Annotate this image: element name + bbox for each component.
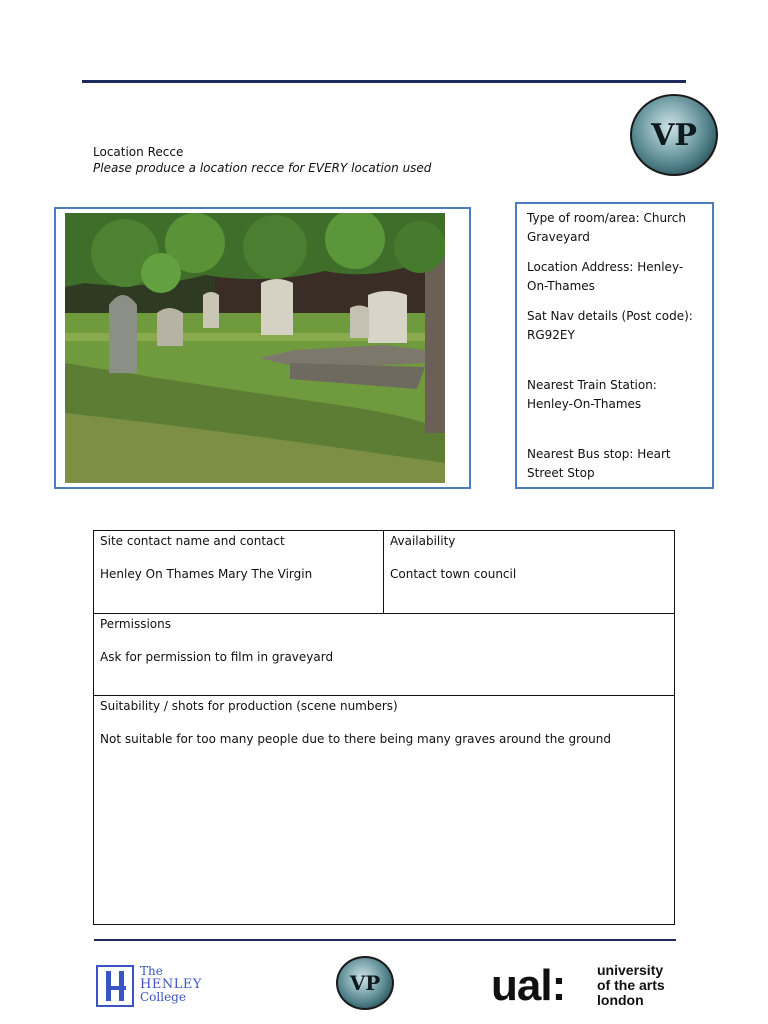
suitability-label: Suitability / shots for production (scene numbers): [100, 699, 398, 713]
ual-logo: [491, 962, 681, 1010]
vp-footer-logo-text: VP: [349, 971, 381, 995]
location-info-box: [515, 202, 714, 489]
page-title: Location Recce: [93, 145, 184, 159]
henley-logo-line2: HENLEY: [140, 977, 202, 992]
vp-footer-logo: [336, 956, 394, 1010]
ual-mark: ual:: [491, 961, 566, 1010]
site-contact-cell: [94, 531, 383, 613]
vp-logo: [630, 94, 718, 176]
henley-college-logo: [96, 964, 202, 1007]
availability-cell: [384, 531, 674, 613]
availability-value: Contact town council: [390, 567, 517, 581]
room-type-text: Type of room/area: Church Graveyard: [527, 211, 686, 244]
permissions-value: Ask for permission to film in graveyard: [100, 650, 334, 664]
henley-logo-line1: The: [140, 964, 163, 978]
suitability-value: Not suitable for too many people due to there being many graves around the ground: [100, 732, 612, 746]
location-photo-frame: [54, 207, 471, 489]
vp-logo-text: VP: [651, 117, 697, 153]
top-rule: [82, 80, 686, 83]
page-subtitle: Please produce a location recce for EVERY location used: [93, 161, 432, 175]
ual-logo-line1: university: [597, 962, 664, 978]
recce-details-table: [93, 530, 675, 925]
ual-logo-line2: of the arts: [597, 977, 665, 993]
henley-logo-line3: College: [140, 990, 186, 1004]
graveyard-photo: [65, 213, 445, 483]
ual-logo-text: [597, 963, 665, 1008]
suitability-cell: [94, 696, 674, 924]
permissions-cell: [94, 614, 674, 695]
permissions-label: Permissions: [100, 617, 171, 631]
ual-logo-line3: london: [597, 992, 644, 1008]
address-text: Location Address: Henley-On-Thames: [527, 260, 684, 293]
henley-h-icon: [96, 965, 134, 1007]
sat-nav-text: Sat Nav details (Post code): RG92EY: [527, 309, 693, 342]
bus-stop-text: Nearest Bus stop: Heart Street Stop: [527, 447, 671, 480]
site-contact-label: Site contact name and contact: [100, 534, 285, 548]
train-station-text: Nearest Train Station: Henley-On-Thames: [527, 378, 657, 411]
site-contact-value: Henley On Thames Mary The Virgin: [100, 567, 313, 581]
availability-label: Availability: [390, 534, 456, 548]
bottom-rule: [94, 939, 676, 941]
henley-logo-text: [140, 965, 202, 1004]
